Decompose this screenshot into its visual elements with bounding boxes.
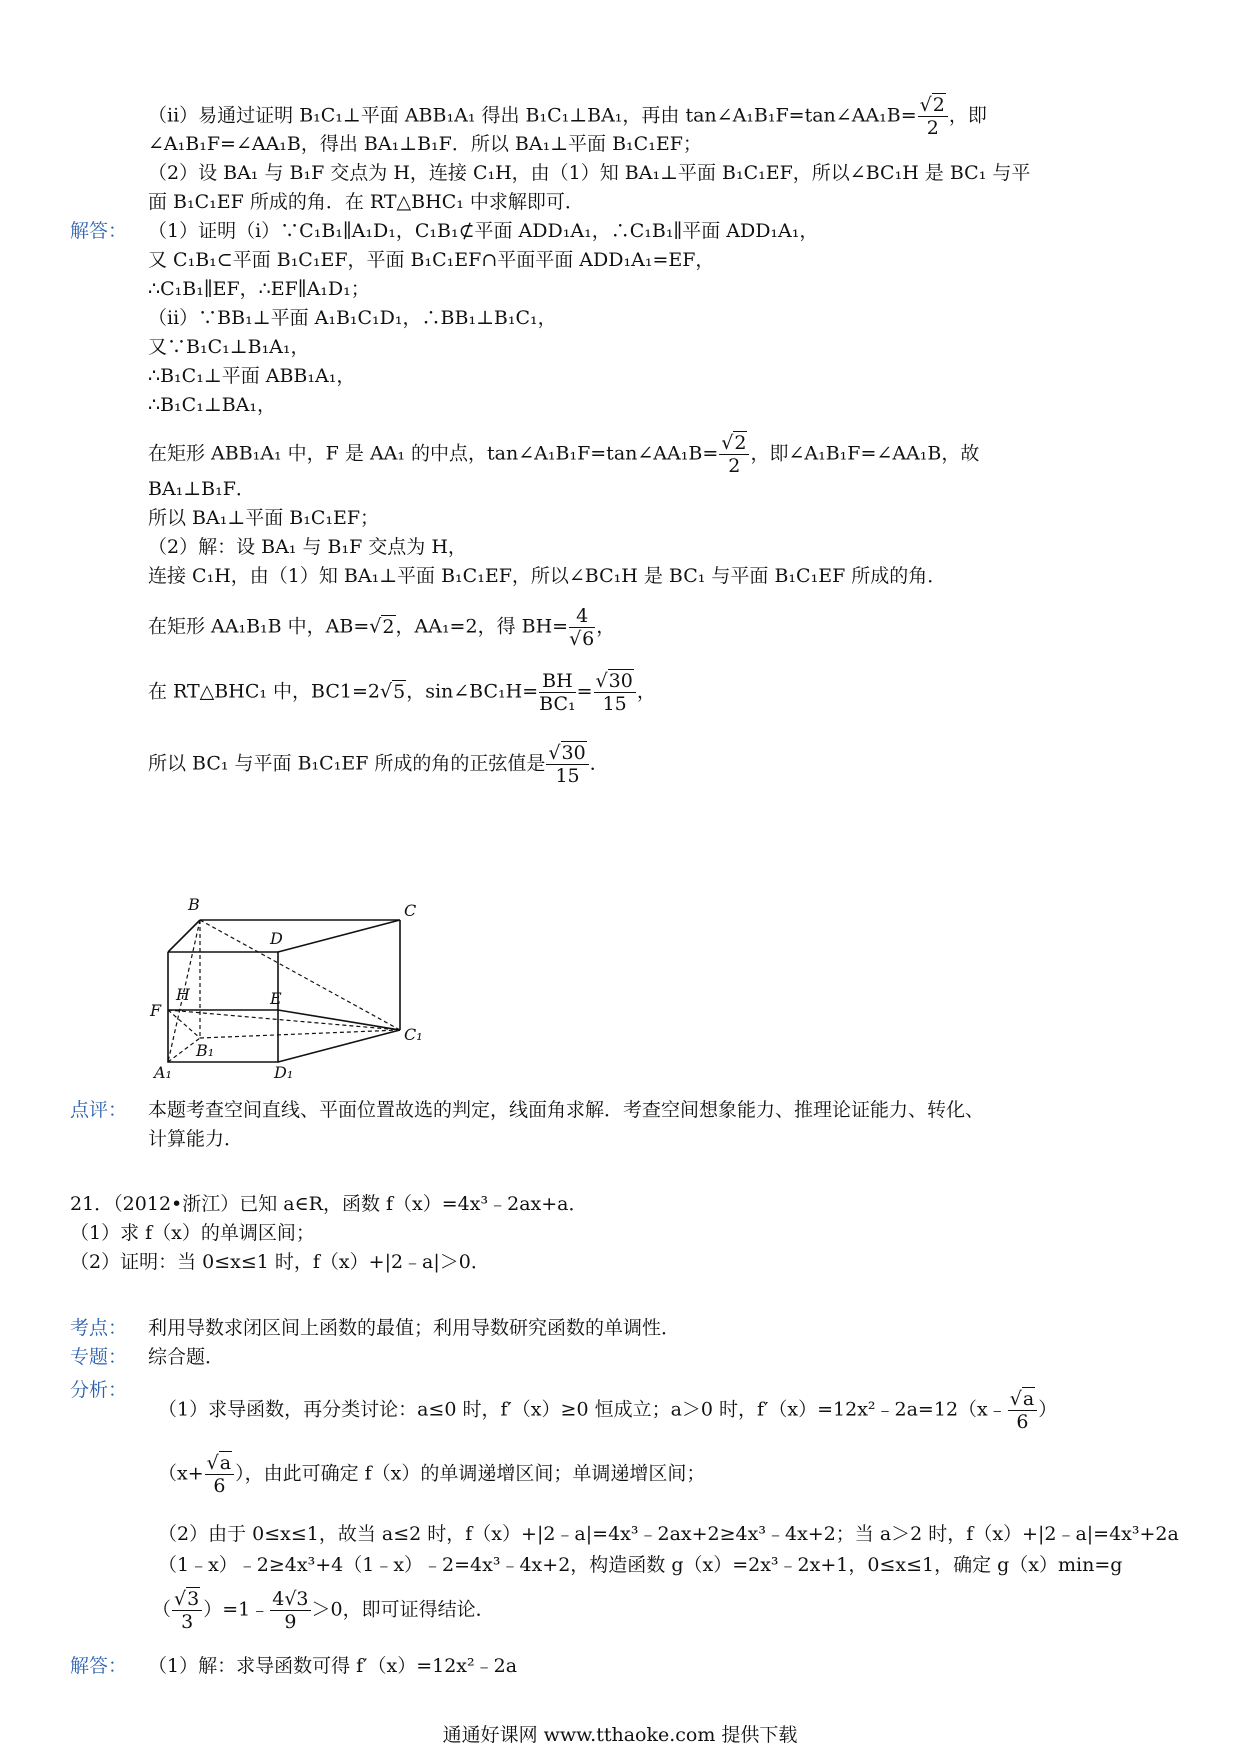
answer-line: （1）证明（i）∵C₁B₁∥A₁D₁，C₁B₁⊄平面 ADD₁A₁，∴C₁B₁∥平面 ADD₁A₁， xyxy=(148,220,819,242)
label-B1: B₁ xyxy=(196,1041,215,1060)
answer-line: 在矩形 ABB₁A₁ 中，F 是 AA₁ 的中点，tan∠A₁B₁F=tan∠AA₁B= $\frac{√2}{2}$ ，即∠A₁B₁F=∠AA₁B，故 xyxy=(148,432,980,477)
fraction: $\frac{√3}{3}$ xyxy=(172,1588,202,1633)
analysis-line: （1）求导函数，再分类讨论：a≤0 时，f′（x）≥0 恒成立；a＞0 时，f′（x）=12x²﹣2a=12（x﹣ $\frac{√a}{6}$ ） xyxy=(158,1388,1058,1433)
analysis-line: （ $\frac{√3}{3}$ ）=1﹣ $\frac{4√3}{9}$ ＞0，即可证得结论． xyxy=(152,1588,495,1633)
answer-line: ∴B₁C₁⊥平面 ABB₁A₁， xyxy=(148,365,356,387)
label-H: H xyxy=(176,985,190,1004)
analysis-line: （2）设 BA₁ 与 B₁F 交点为 H，连接 C₁H，由（1）知 BA₁⊥平面 B₁C₁EF，所以∠BC₁H 是 BC₁ 与平 xyxy=(148,162,1031,184)
answer-line: BA₁⊥B₁F． xyxy=(148,478,255,500)
label-C1: C₁ xyxy=(404,1025,423,1044)
label-D1: D₁ xyxy=(274,1063,294,1080)
label-F: F xyxy=(150,1001,162,1020)
fenxi-label: 分析： xyxy=(70,1379,128,1401)
kaodian-label: 考点： xyxy=(70,1317,128,1339)
analysis-line: 面 B₁C₁EF 所成的角．在 RT△BHC₁ 中求解即可． xyxy=(148,191,584,213)
zhuanti-label: 专题： xyxy=(70,1346,128,1368)
prism-figure xyxy=(140,880,440,1080)
fraction: $\frac{BH}{\text{BC₁}}$ xyxy=(539,670,576,715)
answer-label: 解答： xyxy=(70,220,128,242)
question-line: 21．（2012•浙江）已知 a∈R，函数 f（x）=4x³﹣2ax+a． xyxy=(70,1193,588,1215)
label-D: D xyxy=(270,929,283,948)
fraction: $\frac{4√3}{9}$ xyxy=(272,1588,309,1633)
analysis-line: （x+ $\frac{√a}{6}$ ），由此可确定 f（x）的单调递增区间；单调递增区间； xyxy=(158,1452,706,1497)
footer: 通通好课网 www.tthaoke.com 提供下载 xyxy=(442,1724,798,1746)
kaodian-text: 利用导数求闭区间上函数的最值；利用导数研究函数的单调性． xyxy=(148,1317,681,1339)
fraction: $\frac{√2}{2}$ xyxy=(719,432,749,477)
comment-label: 点评： xyxy=(70,1099,128,1121)
answer-line: （2）解：设 BA₁ 与 B₁F 交点为 H， xyxy=(148,536,467,558)
answer-line: 所以 BA₁⊥平面 B₁C₁EF； xyxy=(148,507,380,529)
label-C: C xyxy=(404,901,417,920)
answer-label: 解答： xyxy=(70,1655,128,1677)
comment-line: 本题考查空间直线、平面位置故选的判定，线面角求解．考查空间想象能力、推理论证能力、转化、 xyxy=(148,1099,985,1121)
analysis-line: （2）由于 0≤x≤1，故当 a≤2 时，f（x）+|2﹣a|=4x³﹣2ax+2≥4x³﹣4x+2；当 a＞2 时，f（x）+|2﹣a|=4x³+2a xyxy=(158,1523,1179,1545)
label-A1: A₁ xyxy=(154,1063,172,1080)
fraction: $\frac{√30}{15}$ xyxy=(546,742,588,787)
answer-line: 连接 C₁H，由（1）知 BA₁⊥平面 B₁C₁EF，所以∠BC₁H 是 BC₁ 与平面 B₁C₁EF 所成的角． xyxy=(148,565,947,587)
zhuanti-text: 综合题． xyxy=(148,1346,225,1368)
label-E: E xyxy=(270,989,282,1008)
answer-line: 又∵B₁C₁⊥B₁A₁， xyxy=(148,336,310,358)
answer-line: （ii）∵BB₁⊥平面 A₁B₁C₁D₁，∴BB₁⊥B₁C₁， xyxy=(148,307,557,329)
answer-line: 所以 BC₁ 与平面 B₁C₁EF 所成的角的正弦值是 $\frac{√30}{15}$ ． xyxy=(148,742,609,787)
fraction: $\frac{√a}{6}$ xyxy=(205,1452,234,1497)
answer-line: ∴C₁B₁∥EF，∴EF∥A₁D₁； xyxy=(148,278,370,300)
answer-line: 又 C₁B₁⊂平面 B₁C₁EF，平面 B₁C₁EF∩平面平面 ADD₁A₁=EF， xyxy=(148,249,715,271)
analysis-line: （1﹣x）﹣2≥4x³+4（1﹣x）﹣2=4x³﹣4x+2，构造函数 g（x）=2x³﹣2x+1，0≤x≤1，确定 g（x）min=g xyxy=(158,1554,1123,1576)
analysis-line: ∠A₁B₁F=∠AA₁B，得出 BA₁⊥B₁F．所以 BA₁⊥平面 B₁C₁EF； xyxy=(148,133,702,155)
fraction: $\frac{√a}{6}$ xyxy=(1008,1388,1037,1433)
fraction: $\frac{√2}{2}$ xyxy=(918,94,948,139)
comment-line: 计算能力． xyxy=(148,1128,244,1150)
text: （ii）易通过证明 B₁C₁⊥平面 ABB₁A₁ 得出 B₁C₁⊥BA₁，再由 tan∠A₁B₁F=tan∠AA₁B= xyxy=(148,104,917,127)
answer-line: （1）解：求导函数可得 f′（x）=12x²﹣2a xyxy=(148,1655,518,1677)
fraction: $\frac{√30}{15}$ xyxy=(594,670,636,715)
answer-line: 在矩形 AA₁B₁B 中，AB=√2，AA₁=2，得 BH= $\frac{4}{√6}$ ， xyxy=(148,605,616,650)
fraction: $\frac{4}{√6}$ xyxy=(569,605,595,650)
answer-line: ∴B₁C₁⊥BA₁， xyxy=(148,394,276,416)
analysis-line: （ii）易通过证明 B₁C₁⊥平面 ABB₁A₁ 得出 B₁C₁⊥BA₁，再由 tan∠A₁B₁F=tan∠AA₁B= $\frac{√2}{2}$ ，即 xyxy=(148,94,987,139)
question-line: （2）证明：当 0≤x≤1 时，f（x）+|2﹣a|＞0． xyxy=(70,1251,490,1273)
question-line: （1）求 f（x）的单调区间； xyxy=(70,1222,315,1244)
answer-line: 在 RT△BHC₁ 中，BC1=2√5，sin∠BC₁H= $\frac{BH}{\text{BC₁}}$ = $\frac{√30}{15}$ ， xyxy=(148,670,656,715)
label-B: B xyxy=(188,895,200,914)
